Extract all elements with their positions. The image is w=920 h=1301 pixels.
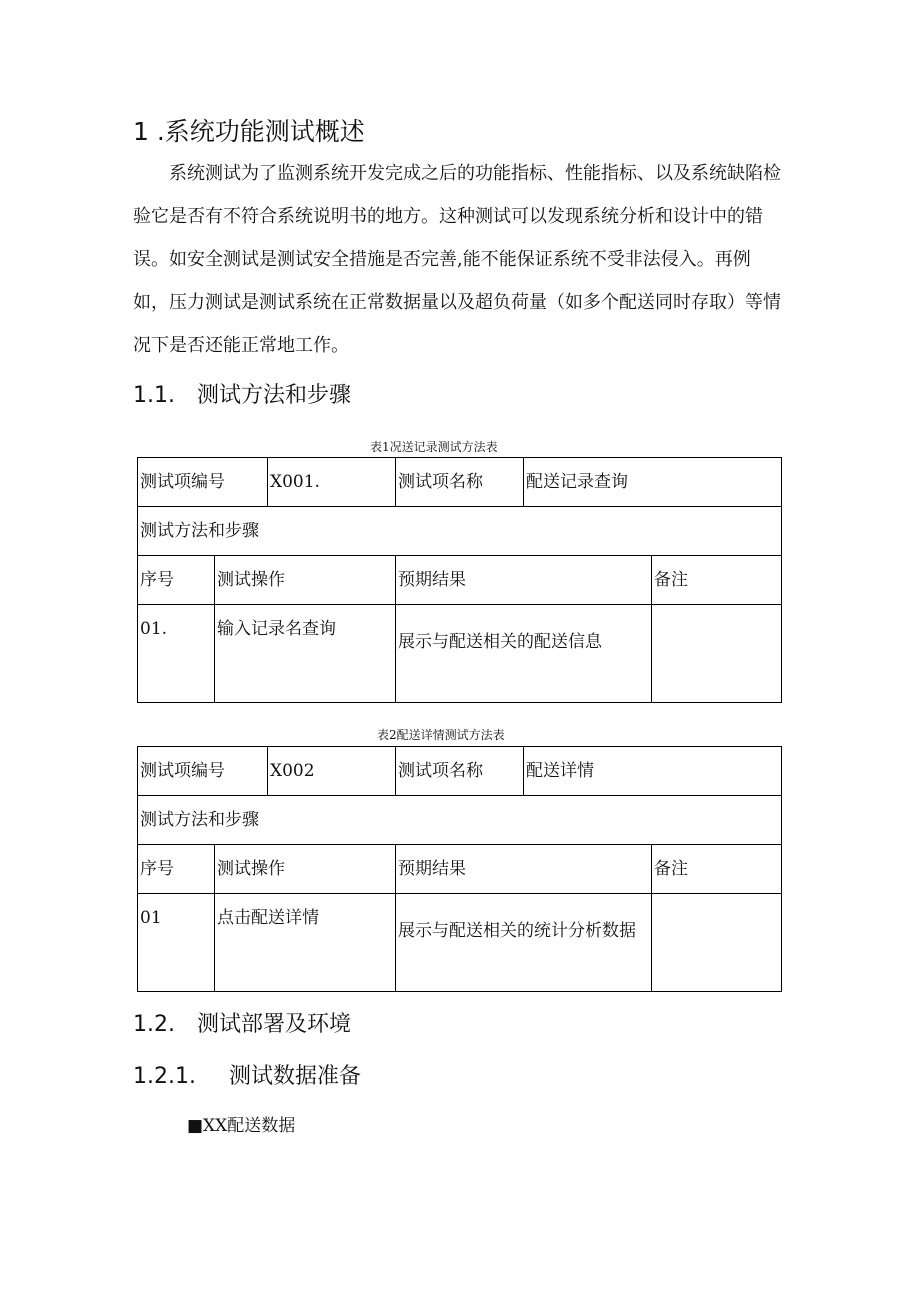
row-expected: 展示与配送相关的统计分析数据: [396, 894, 652, 992]
heading-1: 1 .系统功能测试概述: [133, 117, 365, 146]
section-number: 1.2.: [133, 1012, 175, 1037]
col-expected: 预期结果: [396, 845, 652, 894]
name-label: 测试项名称: [396, 747, 524, 796]
section-1-2-1-heading: [133, 1059, 361, 1090]
col-seq: 序号: [138, 845, 215, 894]
intro-paragraph: [133, 152, 783, 367]
section-title: 测试部署及环境: [197, 1012, 352, 1037]
col-note: 备注: [652, 845, 782, 894]
row-op: 输入记录名查询: [215, 605, 396, 703]
table-row: [138, 796, 782, 845]
row-note: [652, 894, 782, 992]
name-value: 配送详情: [524, 747, 782, 796]
table-row: [138, 458, 782, 507]
section-1-2-heading: [133, 1007, 351, 1038]
row-expected: 展示与配送相关的配送信息: [396, 605, 652, 703]
id-value: X001.: [268, 458, 396, 507]
row-seq: 01: [138, 894, 215, 992]
table-header-row: [138, 556, 782, 605]
col-op: 测试操作: [215, 845, 396, 894]
section-number: 1.2.1.: [133, 1064, 196, 1089]
section-number: 1.1.: [133, 383, 175, 408]
intro-text: 系统测试为了监测系统开发完成之后的功能指标、性能指标、以及系统缺陷检验它是否有不符合系统说明书的地方。这种测试可以发现系统分析和设计中的错误。如安全测试是测试安全措施是否完善,能不能保证系统不受非法侵入。再例如，压力测试是测试系统在正常数据量以及超负荷量（如多个配送同时存取）等情况下是否还能正常地工作。: [133, 163, 781, 356]
id-value: X002: [268, 747, 396, 796]
section-1-1-heading: [133, 378, 351, 409]
row-op: 点击配送详情: [215, 894, 396, 992]
table1: [137, 457, 782, 703]
col-note: 备注: [652, 556, 782, 605]
table2-caption: 表2配送详情测试方法表: [377, 728, 505, 742]
table-row: [138, 507, 782, 556]
col-seq: 序号: [138, 556, 215, 605]
table-header-row: [138, 845, 782, 894]
name-label: 测试项名称: [396, 458, 524, 507]
table-row: [138, 605, 782, 703]
table2: [137, 746, 782, 992]
col-expected: 预期结果: [396, 556, 652, 605]
bullet-item: ■XX配送数据: [187, 1116, 296, 1136]
id-label: 测试项编号: [138, 747, 268, 796]
name-value: 配送记录查询: [524, 458, 782, 507]
method-label: 测试方法和步骤: [138, 507, 782, 556]
row-seq: 01.: [138, 605, 215, 703]
section-title: 测试方法和步骤: [197, 383, 352, 408]
id-label: 测试项编号: [138, 458, 268, 507]
row-note: [652, 605, 782, 703]
table1-caption: 表1况送记录测试方法表: [370, 440, 498, 454]
table-row: [138, 747, 782, 796]
col-op: 测试操作: [215, 556, 396, 605]
method-label: 测试方法和步骤: [138, 796, 782, 845]
table-row: [138, 894, 782, 992]
section-title: 测试数据准备: [229, 1064, 362, 1089]
